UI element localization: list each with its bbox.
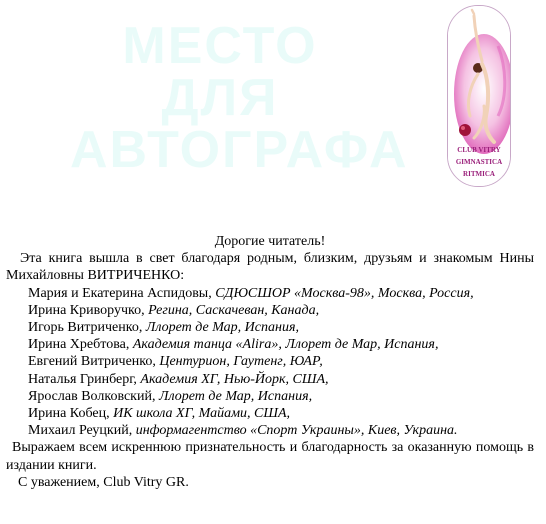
list-item bbox=[6, 353, 534, 370]
letter-signature: С уважением, Club Vitry GR. bbox=[18, 474, 189, 490]
person-name: Ирина Криворучко, bbox=[28, 302, 149, 318]
list-item bbox=[6, 285, 534, 302]
person-name: Ярослав Волковский, bbox=[28, 388, 159, 404]
list-item bbox=[6, 302, 534, 319]
list-item bbox=[6, 336, 534, 353]
letter-intro: Эта книга вышла в свет благодаря родным, близким, друзьям и знакомым Нины Михайловны ВИТРИЧЕНКО: bbox=[6, 251, 534, 284]
person-affiliation: Академия танца «Alira», Ллорет де Мар, Испания, bbox=[132, 337, 439, 353]
person-affiliation: Регина, Саскачеван, Канада, bbox=[148, 302, 320, 318]
person-name: Михаил Реуцкий, bbox=[28, 423, 136, 439]
badge-text-line-3: RITMICA bbox=[463, 170, 495, 178]
list-item bbox=[6, 371, 534, 388]
person-affiliation: Центурион, Гаутенг, ЮАР, bbox=[159, 354, 323, 370]
person-affiliation: Ллорет де Мар, Испания, bbox=[145, 320, 299, 336]
autograph-placeholder bbox=[70, 17, 409, 179]
person-name: Игорь Витриченко, bbox=[28, 320, 146, 336]
person-affiliation: Академия ХГ, Нью-Йорк, США, bbox=[140, 371, 329, 387]
letter-title: Дорогие читатель! bbox=[214, 234, 326, 249]
autograph-line-1: МЕСТО bbox=[122, 17, 318, 75]
acknowledgements-letter bbox=[6, 233, 534, 491]
person-affiliation: ИК школа ХГ, Майами, США, bbox=[113, 406, 291, 422]
list-item bbox=[6, 422, 534, 439]
badge-text-line-1: CLUB VITRY bbox=[457, 146, 501, 154]
letter-thanks: Выражаем всем искреннюю признательность и благодарность за оказанную помощь в издании книги. bbox=[6, 440, 534, 473]
person-affiliation: Ллорет де Мар, Испания, bbox=[158, 388, 313, 404]
list-item bbox=[6, 388, 534, 405]
badge-text-line-2: GIMNASTICA bbox=[455, 158, 503, 166]
list-item bbox=[6, 319, 534, 336]
person-name: Евгений Витриченко, bbox=[28, 354, 160, 370]
person-name: Мария и Екатерина Аспидовы, bbox=[28, 285, 216, 301]
autograph-line-2: ДЛЯ bbox=[161, 69, 279, 127]
person-name: Наталья Гринберг, bbox=[28, 371, 141, 387]
person-affiliation: информагентство «Спорт Украины», Киев, Украина. bbox=[135, 423, 458, 439]
list-item bbox=[6, 405, 534, 422]
person-name: Ирина Хребтова, bbox=[28, 337, 133, 353]
person-name: Ирина Кобец, bbox=[28, 406, 114, 422]
person-affiliation: СДЮСШОР «Москва-98», Москва, Россия, bbox=[215, 285, 474, 301]
autograph-line-3: АВТОГРАФА bbox=[70, 121, 409, 179]
club-logo-badge bbox=[447, 5, 511, 187]
